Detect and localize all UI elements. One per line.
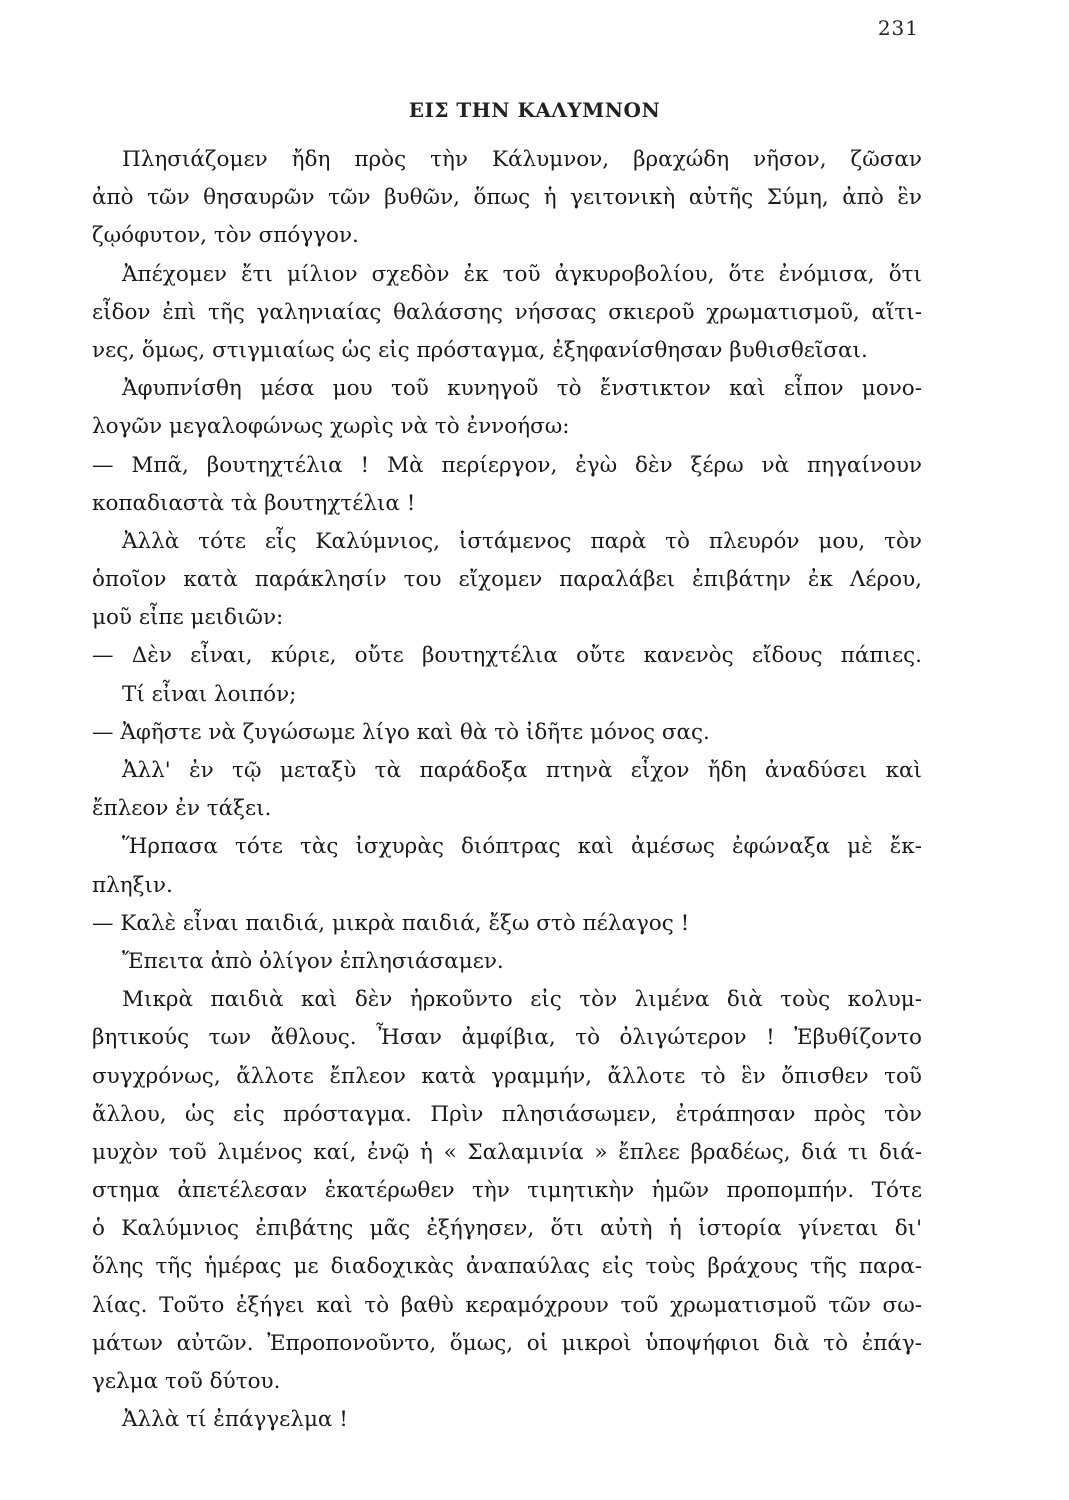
text-line: γελμα τοῦ δύτου. — [92, 1369, 281, 1394]
page-title: ΕΙΣ ΤΗΝ ΚΑΛΥΜΝΟΝ — [408, 98, 661, 122]
text-line: — Καλὲ εἶναι παιδιά, μικρὰ παιδιά, ἔξω στὸ πέλαγος ! — [92, 910, 690, 936]
text-line: Ἀλλὰ τότε εἷς Καλύμνιος, ἱστάμενος παρὰ τὸ πλευρόν μου, τὸν — [122, 528, 922, 554]
text-line: Ἥρπασα τότε τὰς ἰσχυρὰς διόπτρας καὶ ἀμέσως ἐφώναξα μὲ ἔκ- — [122, 834, 922, 860]
body-text — [92, 141, 922, 1439]
text-line: ἄλλου, ὡς εἰς πρόσταγμα. Πρὶν πλησιάσωμεν, ἐτράπησαν πρὸς τὸν — [92, 1101, 922, 1127]
text-line: λίας. Τοῦτο ἐξήγει καὶ τὸ βαθὺ κεραμόχρουν τοῦ χρωματισμοῦ τῶν σω- — [92, 1292, 922, 1318]
text-line: ἀπὸ τῶν θησαυρῶν τῶν βυθῶν, ὅπως ἡ γειτονικὴ αὐτῆς Σύμη, ἀπὸ ἓν — [92, 185, 922, 211]
text-line: Ἀλλὰ τί ἐπάγγελμα ! — [122, 1407, 348, 1433]
page-number: 231 — [877, 16, 919, 40]
text-line: Ἔπειτα ἀπὸ ὀλίγον ἐπλησιάσαμεν. — [122, 948, 504, 974]
text-line: Ἀλλ' ἐν τῷ μεταξὺ τὰ παράδοξα πτηνὰ εἶχον ἤδη ἀναδύσει καὶ — [122, 758, 922, 783]
text-line: Ἀπέχομεν ἔτι μίλιον σχεδὸν ἐκ τοῦ ἀγκυροβολίου, ὅτε ἐνόμισα, ὅτι — [122, 261, 922, 287]
text-line: νες, ὅμως, στιγμιαίως ὡς εἰς πρόσταγμα, ἐξηφανίσθησαν βυθισθεῖσαι. — [92, 337, 868, 363]
text-line: μοῦ εἶπε μειδιῶν: — [92, 605, 284, 631]
text-line: Πλησιάζομεν ἤδη πρὸς τὴν Κάλυμνον, βραχώδη νῆσον, ζῶσαν — [122, 147, 922, 172]
text-line: ζῳόφυτον, τὸν σπόγγον. — [92, 223, 359, 249]
text-line: κοπαδιαστὰ τὰ βουτηχτέλια ! — [92, 490, 416, 516]
text-line: ὁποῖον κατὰ παράκλησίν του εἴχομεν παραλάβει ἐπιβάτην ἐκ Λέρου, — [92, 567, 922, 593]
text-line: Μικρὰ παιδιὰ καὶ δὲν ἠρκοῦντο εἰς τὸν λιμένα διὰ τοὺς κολυμ- — [122, 987, 922, 1013]
text-line: Τί εἶναι λοιπόν; — [122, 681, 297, 707]
text-line: στημα ἀπετέλεσαν ἑκατέρωθεν τὴν τιμητικὴν ἡμῶν προπομπήν. Τότε — [92, 1178, 922, 1204]
text-line: μυχὸν τοῦ λιμένος καί, ἐνῷ ἡ « Σαλαμινία » ἔπλεε βραδέως, διά τι διά- — [92, 1139, 922, 1165]
text-line: Ἀφυπνίσθη μέσα μου τοῦ κυνηγοῦ τὸ ἔνστικτον καὶ εἶπον μονο- — [122, 376, 922, 402]
text-line: — Δὲν εἶναι, κύριε, οὔτε βουτηχτέλια οὔτε κανενὸς εἴδους πάπιες. — [92, 643, 922, 669]
text-line: συγχρόνως, ἄλλοτε ἔπλεον κατὰ γραμμήν, ἄλλοτε τὸ ἓν ὄπισθεν τοῦ — [92, 1063, 922, 1089]
text-line: βητικούς των ἄθλους. Ἦσαν ἀμφίβια, τὸ ὀλιγώτερον ! Ἐβυθίζοντο — [92, 1025, 922, 1051]
text-line: ὁ Καλύμνιος ἐπιβάτης μᾶς ἐξήγησεν, ὅτι αὐτὴ ἡ ἱστορία γίνεται δι' — [92, 1216, 922, 1242]
text-line: πληξιν. — [92, 872, 173, 898]
text-line: λογῶν μεγαλοφώνως χωρὶς νὰ τὸ ἐννοήσω: — [92, 414, 570, 440]
text-line: — Μπᾶ, βουτηχτέλια ! Μὰ περίεργον, ἐγὼ δὲν ξέρω νὰ πηγαίνουν — [92, 452, 922, 478]
text-line: ἔπλεον ἐν τάξει. — [92, 796, 272, 822]
text-line: μάτων αὐτῶν. Ἐπροπονοῦντο, ὅμως, οἱ μικροὶ ὑποψήφιοι διὰ τὸ ἐπάγ- — [92, 1330, 922, 1356]
text-line: — Ἀφῆστε νὰ ζυγώσωμε λίγο καὶ θὰ τὸ ἰδῆτε μόνος σας. — [92, 719, 710, 745]
text-line: εἶδον ἐπὶ τῆς γαληνιαίας θαλάσσης νήσσας σκιεροῦ χρωματισμοῦ, αἵτι- — [92, 299, 922, 325]
text-line: ὅλης τῆς ἡμέρας με διαδοχικὰς ἀναπαύλας εἰς τοὺς βράχους τῆς παρα- — [92, 1254, 922, 1280]
